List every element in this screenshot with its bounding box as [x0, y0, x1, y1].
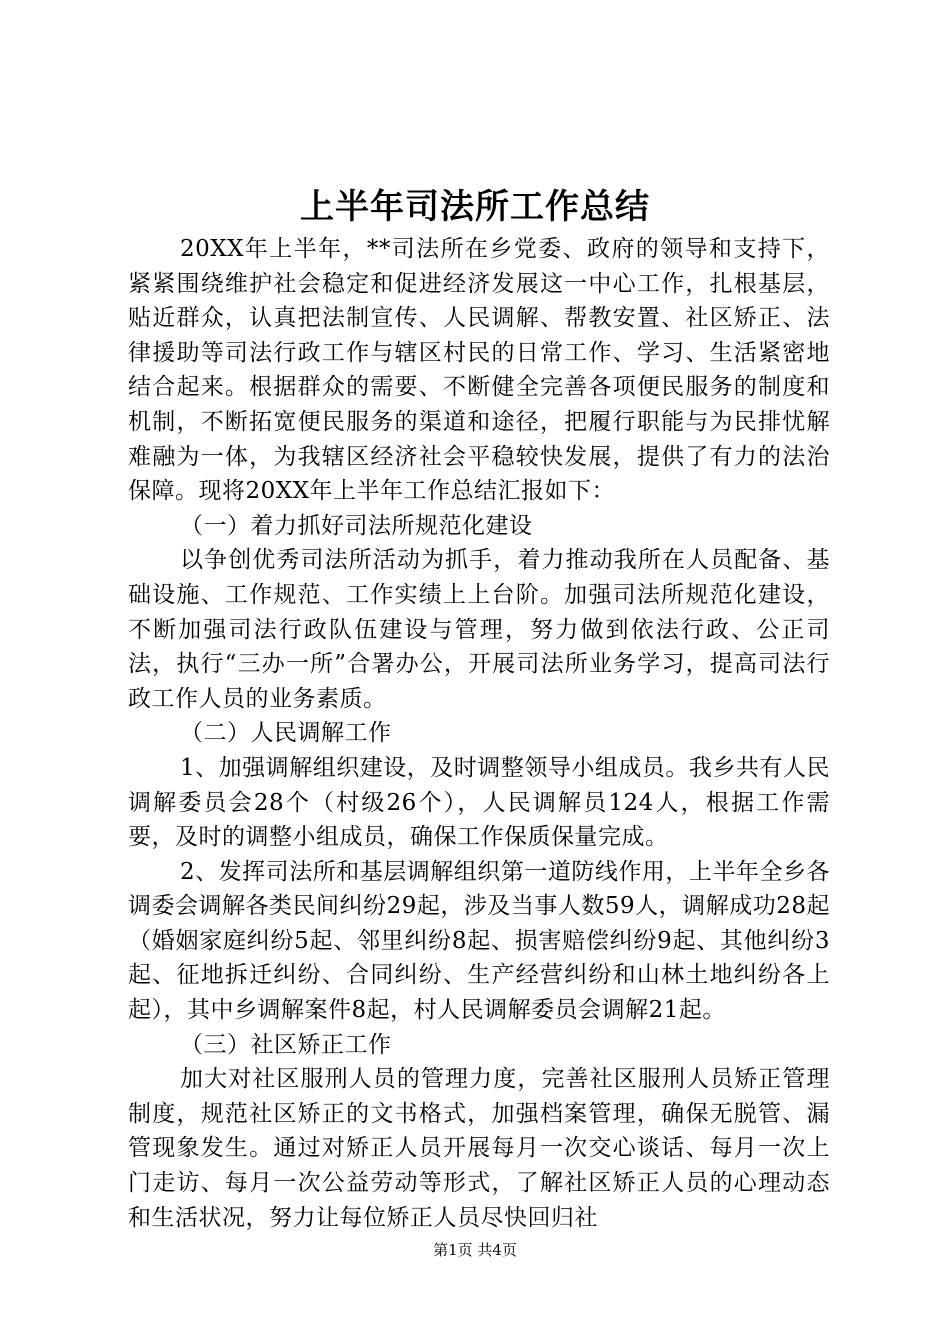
page-footer: 第1页 共4页 [433, 1241, 517, 1259]
section-heading-1: （一）着力抓好司法所规范化建设 [180, 512, 533, 539]
section-heading-2: （二）人民调解工作 [180, 720, 392, 747]
section-heading-3: （三）社区矫正工作 [180, 1031, 392, 1058]
section-paragraph-2-item-2: 2、发挥司法所和基层调解组织第一道防线作用，上半年全乡各调委会调解各类民间纠纷29起，涉及当事人数59人，调解成功28起（婚姻家庭纠纷5起、邻里纠纷8起、损害赔偿纠纷9起、其他纠纷3起、征地拆迁纠纷、合同纠纷、生产经营纠纷和山林土地纠纷各上起），其中乡调解案件8起，村人民调解委员会调解21起。 [128, 858, 830, 1024]
intro-paragraph: 20XX年上半年，**司法所在乡党委、政府的领导和支持下，紧紧围绕维护社会稳定和促进经济发展这一中心工作，扎根基层，贴近群众，认真把法制宣传、人民调解、帮教安置、社区矫正、法律援助等司法行政工作与辖区村民的日常工作、学习、生活紧密地结合起来。根据群众的需要、不断健全完善各项便民服务的制度和机制，不断拓宽便民服务的渠道和途径，把履行职能与为民排忧解难融为一体，为我辖区经济社会平稳较快发展，提供了有力的法治保障。现将20XX年上半年工作总结汇报如下： [128, 236, 830, 505]
section-paragraph-2-item-1: 1、加强调解组织建设，及时调整领导小组成员。我乡共有人民调解委员会28个（村级26个），人民调解员124人，根据工作需要，及时的调整小组成员，确保工作保质保量完成。 [128, 754, 830, 851]
document-title: 上半年司法所工作总结 [300, 187, 650, 227]
section-paragraph-1: 以争创优秀司法所活动为抓手，着力推动我所在人员配备、基础设施、工作规范、工作实绩上上台阶。加强司法所规范化建设，不断加强司法行政队伍建设与管理，努力做到依法行政、公正司法，执行“三办一所”合署办公，开展司法所业务学习，提高司法行政工作人员的业务素质。 [128, 547, 830, 712]
document-body [128, 232, 830, 1235]
section-paragraph-3: 加大对社区服刑人员的管理力度，完善社区服刑人员矫正管理制度，规范社区矫正的文书格式，加强档案管理，确保无脱管、漏管现象发生。通过对矫正人员开展每月一次交心谈话、每月一次上门走访、每月一次公益劳动等形式，了解社区矫正人员的心理动态和生活状况，努力让每位矫正人员尽快回归社 [128, 1066, 830, 1231]
